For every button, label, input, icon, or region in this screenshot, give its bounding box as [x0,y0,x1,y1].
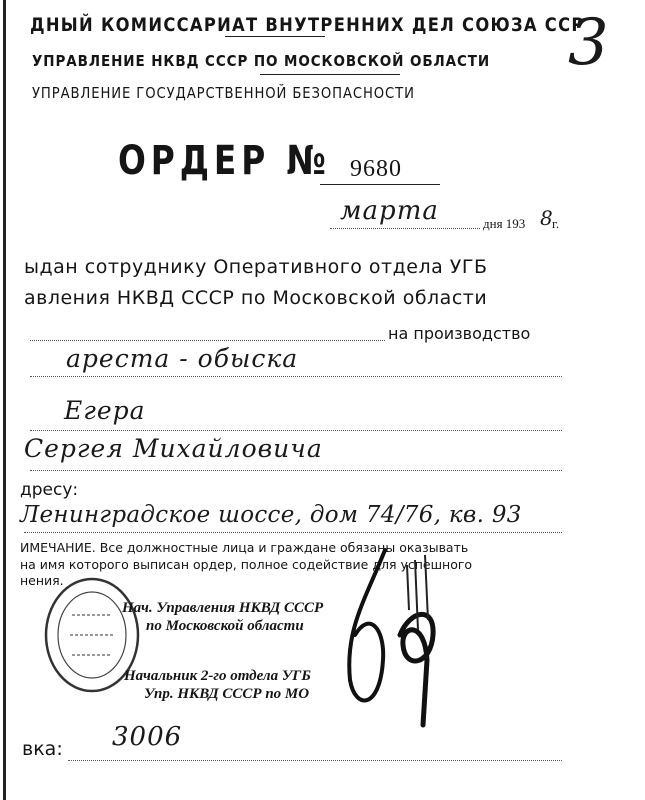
name-1-line [30,430,562,431]
header-underline-2 [260,74,400,75]
date-month-line [330,228,480,229]
note-line-1: ИМЕЧАНИЕ. Все должностные лица и граждане обязаны оказывать [20,540,469,555]
action-line [30,376,562,377]
production-line [30,340,385,341]
handwritten-name-2: Сергея Михайловича [24,434,323,463]
address-label: дресу: [20,480,79,500]
address-line [24,532,562,533]
date-year-digit: 8 [540,206,554,230]
note-line-2: на имя которого выписан ордер, полное содействие для успешного [20,557,473,572]
order-title: ОРДЕР № [118,138,331,184]
date-day-label: дня 193 [483,216,526,231]
signature-block-1-line-1: Нач. Управления НКВД СССР [122,600,324,616]
bottom-line [68,760,562,761]
handwritten-action: ареста - обыска [66,344,299,373]
handwritten-address: Ленинградское шоссе, дом 74/76, кв. 93 [20,502,522,528]
order-number-line [320,184,440,185]
signature-block-1-line-2: по Московской области [146,618,304,634]
header-line-3: УПРАВЛЕНИЕ ГОСУДАРСТВЕННОЙ БЕЗОПАСНОСТИ [32,84,415,102]
handwritten-bottom-number: 3006 [112,722,183,752]
production-label: на производство [388,324,531,343]
corner-handwritten-number: 3 [568,6,610,80]
handwritten-name-1: Егера [64,396,146,425]
header-underline-1 [225,36,325,37]
bottom-label: вка: [22,738,63,760]
left-edge-mark [3,0,6,800]
name-2-line [30,470,562,471]
signature-block-2-line-1: Начальник 2-го отдела УГБ [124,668,311,684]
note-line-3: нения. [20,573,64,588]
issued-line-2: авления НКВД СССР по Московской области [24,287,488,309]
header-line-2: УПРАВЛЕНИЕ НКВД СССР ПО МОСКОВСКОЙ ОБЛАСТИ [32,52,491,70]
date-year-suffix: г. [552,216,560,231]
issued-line-1: ыдан сотруднику Оперативного отдела УГБ [24,256,488,278]
header-line-1: ДНЫЙ КОМИССАРИАТ ВНУТРЕННИХ ДЕЛ СОЮЗА ССР [30,14,585,36]
signature-block-2-line-2: Упр. НКВД СССР по МО [144,686,310,702]
handwritten-signature [325,540,475,730]
date-month: марта [340,196,439,226]
order-number: 9680 [350,156,402,182]
